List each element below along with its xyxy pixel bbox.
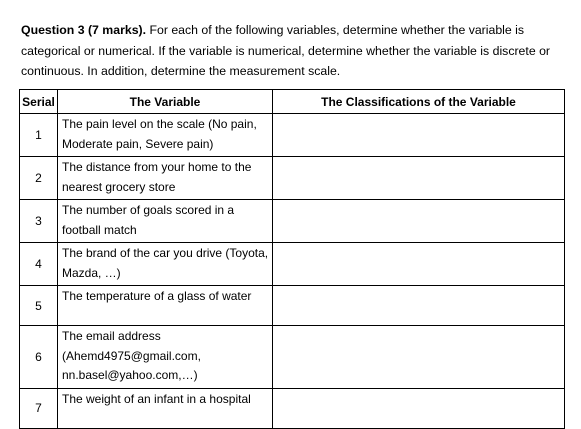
classification-cell[interactable]	[273, 286, 565, 326]
question-prompt	[21, 20, 566, 82]
classification-cell[interactable]	[273, 326, 565, 389]
table-row	[20, 157, 565, 200]
table-row	[20, 388, 565, 428]
variable-cell: The weight of an infant in a hospital	[58, 388, 273, 428]
classification-cell[interactable]	[273, 388, 565, 428]
serial-cell: 7	[20, 388, 58, 428]
table-row	[20, 326, 565, 389]
classification-cell[interactable]	[273, 243, 565, 286]
header-serial: Serial	[20, 90, 58, 114]
serial-cell: 1	[20, 114, 58, 157]
variable-cell: The number of goals scored in a football match	[58, 200, 273, 243]
variable-cell: The distance from your home to the nearest grocery store	[58, 157, 273, 200]
serial-cell: 4	[20, 243, 58, 286]
question-text: For each of the following variables, determine whether the variable is categorical or numerical. If the variable is numerical, determine whether the variable is discrete or continuous. In addition, determine the measurement scale.	[21, 23, 551, 78]
serial-cell: 2	[20, 157, 58, 200]
table-row	[20, 200, 565, 243]
variable-cell: The pain level on the scale (No pain, Moderate pain, Severe pain)	[58, 114, 273, 157]
serial-cell: 5	[20, 286, 58, 326]
table-header-row	[20, 90, 565, 114]
table-row	[20, 243, 565, 286]
variable-cell: The email address (Ahemd4975@gmail.com, nn.basel@yahoo.com,…)	[58, 326, 273, 389]
variable-cell: The brand of the car you drive (Toyota, Mazda, …)	[58, 243, 273, 286]
variable-cell: The temperature of a glass of water	[58, 286, 273, 326]
header-variable: The Variable	[58, 90, 273, 114]
classification-cell[interactable]	[273, 157, 565, 200]
serial-cell: 3	[20, 200, 58, 243]
serial-cell: 6	[20, 326, 58, 389]
classification-cell[interactable]	[273, 114, 565, 157]
table-row	[20, 114, 565, 157]
classification-cell[interactable]	[273, 200, 565, 243]
table-row	[20, 286, 565, 326]
header-classification: The Classifications of the Variable	[273, 90, 565, 114]
variables-table	[19, 89, 565, 429]
question-heading: Question 3 (7 marks).	[21, 23, 147, 37]
